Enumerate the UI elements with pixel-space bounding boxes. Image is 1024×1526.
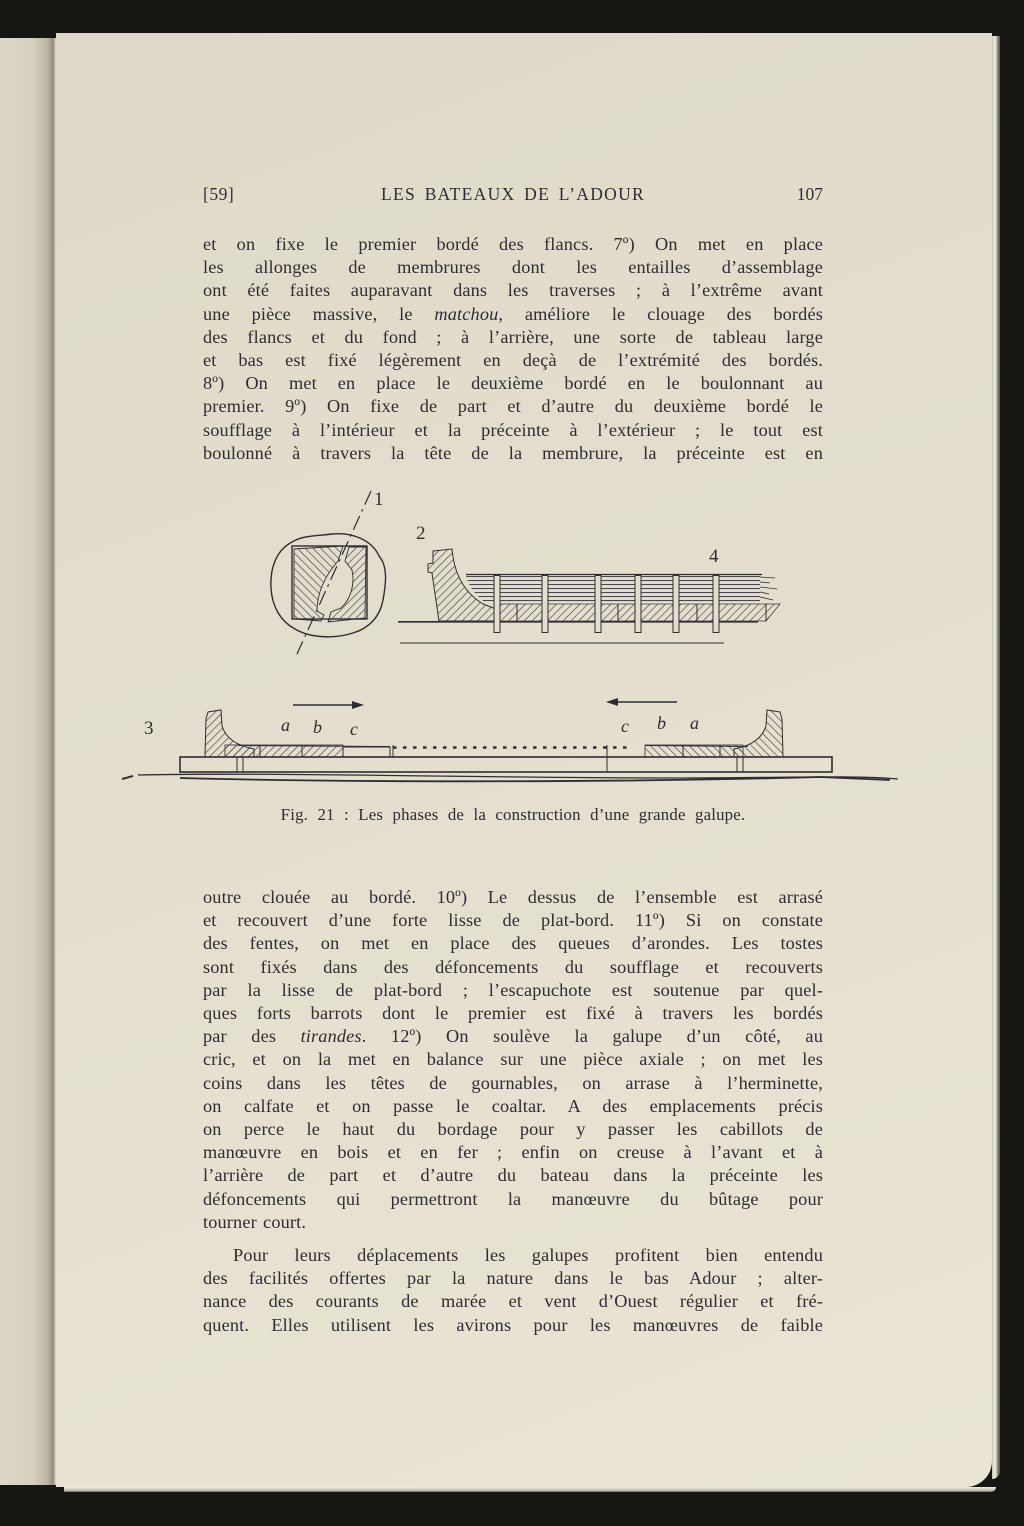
paragraph-3 [203, 1244, 823, 1337]
figure-letter-c-right: c [621, 716, 629, 736]
figure-letter-c-left: c [350, 719, 358, 739]
text-line: Pour leurs déplacements les galupes profitent bien entendu [233, 1245, 823, 1265]
text-line: quent. Elles utilisent les avirons pour les manœuvres de faible [203, 1314, 823, 1335]
figure-part-label-2: 2 [416, 523, 426, 544]
paragraph-2 [203, 886, 823, 1234]
running-title: LES BATEAUX DE L’ADOUR [381, 184, 645, 204]
text-line: sont fixés dans des défoncements du soufflage et recouverts [203, 956, 823, 977]
text-line: par la lisse de plat-bord ; l’escapuchote est soutenue par quel- [203, 979, 823, 1000]
figure-part-label-3: 3 [144, 718, 154, 739]
text-line: par des tirandes. 12º) On soulève la galupe d’un côté, au [203, 1026, 823, 1047]
text-line: une pièce massive, le matchou, améliore le clouage des bordés [203, 303, 823, 324]
text-line: outre clouée au bordé. 10º) Le dessus de l’ensemble est arrasé [203, 887, 823, 907]
text-line: tourner court. [203, 1211, 307, 1232]
figure-letter-a-left: a [281, 715, 290, 735]
page-number: 107 [796, 184, 823, 204]
text-line: coins dans les têtes de gournables, on arrase à l’herminette, [203, 1072, 823, 1093]
text-line: et bas est fixé légèrement en deçà de l’extrémité des bordés. [203, 350, 823, 371]
text-line: on calfate et on passe le coaltar. A des emplacements précis [203, 1095, 823, 1116]
section-reference: [59] [203, 184, 235, 204]
figure-caption: Fig. 21 : Les phases de la construction d’une grande galupe. [280, 805, 746, 824]
text-line: des facilités offertes par la nature dans le bas Adour ; alter- [203, 1268, 823, 1289]
text-line: manœuvre en bois et en fer ; enfin on creuse à l’avant et à [203, 1142, 823, 1163]
text-line: boulonné à travers la tête de la membrure, la préceinte est en [203, 442, 823, 463]
text-line: des fentes, on met en place des queues d’arondes. Les tostes [203, 933, 823, 954]
text-line: ont été faites auparavant dans les traverses ; à l’extrême avant [203, 280, 823, 301]
figure-letter-a-right: a [690, 713, 699, 733]
text-line: défoncements qui permettront la manœuvre du bûtage pour [203, 1188, 823, 1209]
paragraph-1 [203, 233, 823, 465]
text-line: nance des courants de marée et vent d’Ouest régulier et fré- [203, 1291, 823, 1312]
text-line: soufflage à l’intérieur et la préceinte à l’extérieur ; le tout est [203, 419, 823, 440]
figure-letter-b-left: b [313, 717, 322, 737]
previous-page-gutter [0, 38, 58, 1485]
running-head [203, 184, 823, 208]
text-line: l’arrière de part et d’autre du bateau dans la préceinte les [203, 1165, 823, 1186]
text-line: et on fixe le premier bordé des flancs. 7º) On met en place [203, 234, 823, 254]
figure-part-label-4: 4 [709, 546, 719, 567]
text-line: et recouvert d’une forte lisse de plat-bord. 11º) Si on constate [203, 910, 823, 931]
text-line: des flancs et du fond ; à l’arrière, une sorte de tableau large [203, 326, 823, 347]
text-line: les allonges de membrures dont les entailles d’assemblage [203, 257, 823, 278]
text-line: on perce le haut du bordage pour y passer les cabillots de [203, 1119, 823, 1140]
figure-part-label-1: 1 [374, 489, 384, 510]
text-line: premier. 9º) On fixe de part et d’autre du deuxième bordé le [203, 396, 823, 417]
text-line: cric, et on la met en balance sur une pièce axiale ; on met les [203, 1049, 823, 1070]
text-line: ques forts barrots dont le premier est fixé à travers les bordés [203, 1003, 823, 1024]
text-line: 8º) On met en place le deuxième bordé en le boulonnant au [203, 373, 823, 394]
figure-letter-b-right: b [657, 713, 666, 733]
construction-phases-figure [120, 488, 920, 790]
